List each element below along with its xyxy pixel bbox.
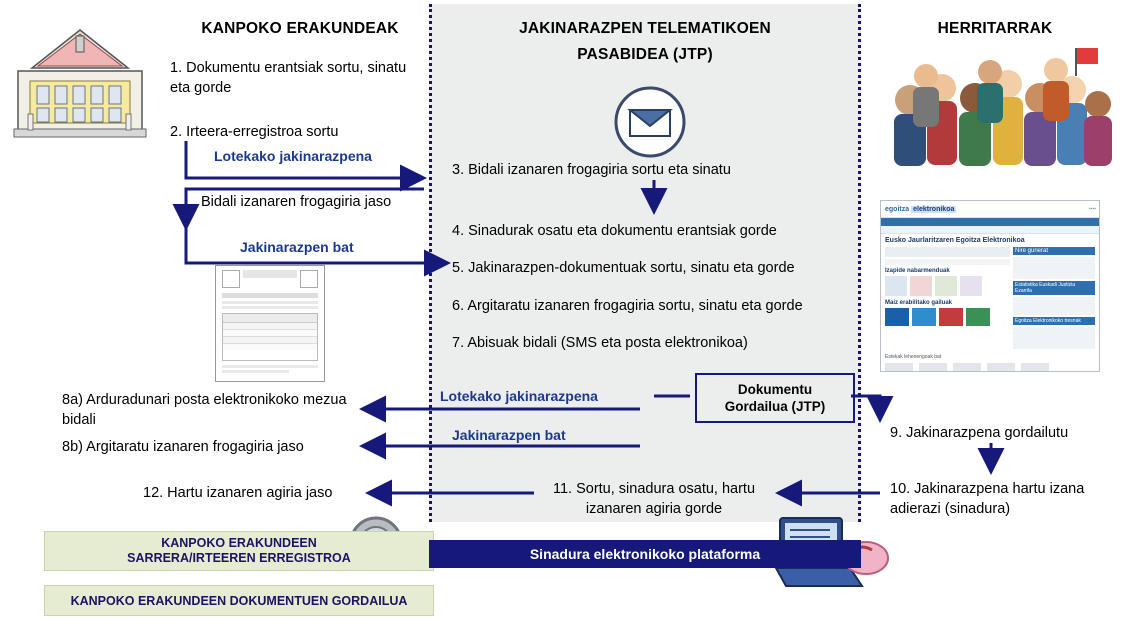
column-title-left: KANPOKO ERAKUNDEAK [201, 20, 399, 37]
step-7: 7. Abisuak bidali (SMS eta posta elektronikoa) [452, 335, 748, 351]
dokumentu-gordailua-box [695, 373, 855, 423]
dokumentu-gordailua-line2: Gordailua (JTP) [724, 399, 826, 414]
dokumentu-gordailua-line1: Dokumentu [737, 382, 813, 397]
step-10: 10. Jakinarazpena hartu izana adierazi (sinadura) [890, 481, 1085, 517]
step-9: 9. Jakinarazpena gordailutu [890, 425, 1069, 441]
column-title-center [460, 16, 830, 68]
webpage-brand-right: elektronikoa [913, 205, 955, 213]
document-thumbnail-icon [215, 265, 325, 382]
step-1: 1. Dokumentu erantsiak sortu, sinatu eta gorde [170, 60, 407, 96]
egoitza-webpage-screenshot: egoitza elektronikoa ▪▪▪▪ Eusko Jaurlaritzaren Egoitza Elektronikoa Izapide nabarmenduak Maiz erabilitako gailuak Nire gunerat Estatistika Euskadi Justizia Ezarrila Egoitza Elektronikoko tresnak Estekak lehenengoak bat [880, 200, 1100, 372]
gordailua-bar: KANPOKO ERAKUNDEEN DOKUMENTUEN GORDAILUA [44, 585, 434, 616]
arrow-label-jakinarazpen-bat-1: Jakinarazpen bat [240, 239, 354, 255]
webpage-side2: Estatistika Euskadi Justizia Ezarrila [1013, 281, 1095, 295]
column-title-center-line1: JAKINARAZPEN TELEMATIKOEN [519, 20, 771, 37]
arrow-label-frogagiria: Bidali izanaren frogagiria jaso [201, 194, 392, 210]
step-5: 5. Jakinarazpen-dokumentuak sortu, sinatu eta gorde [452, 260, 795, 276]
step-8b: 8b) Argitaratu izanaren frogagiria jaso [62, 439, 304, 455]
sinadura-plataforma-bar: Sinadura elektronikoko plataforma [429, 540, 861, 568]
registro-bar-line1: KANPOKO ERAKUNDEEN [161, 536, 317, 550]
webpage-section2: Maiz erabilitako gailuak [885, 300, 953, 306]
people-group-icon [880, 40, 1115, 175]
registro-bar [44, 531, 434, 571]
step-3: 3. Bidali izanaren frogagiria sortu eta sinatu [452, 162, 731, 178]
step-4: 4. Sinadurak osatu eta dokumentu erantsiak gorde [452, 223, 777, 239]
building-icon [10, 26, 150, 141]
webpage-side1: Nire gunerat [1013, 247, 1095, 255]
arrow-label-lotekako-2: Lotekako jakinarazpena [440, 388, 598, 404]
arrow-label-jakinarazpen-bat-2: Jakinarazpen bat [452, 427, 566, 443]
registro-bar-line2: SARRERA/IRTEEREN ERREGISTROA [127, 551, 351, 565]
step-8a: 8a) Arduradunari posta elektronikoko mezua bidali [62, 392, 347, 428]
step-12: 12. Hartu izanaren agiria jaso [143, 485, 333, 501]
step-11: 11. Sortu, sinadura osatu, hartu izanaren agiria gorde [552, 481, 756, 517]
step-6: 6. Argitaratu izanaren frogagiria sortu, sinatu eta gorde [452, 298, 803, 314]
webpage-brand-left: egoitza [885, 205, 910, 213]
webpage-footer: Estekak lehenengoak bat [885, 354, 942, 360]
step-2: 2. Irteera-erregistroa sortu [170, 124, 339, 140]
webpage-heading: Eusko Jaurlaritzaren Egoitza Elektronikoa [885, 237, 1025, 244]
envelope-icon [613, 85, 687, 159]
webpage-section1: Izapide nabarmenduak [885, 268, 950, 274]
column-title-center-line2: PASABIDEA (JTP) [577, 46, 713, 63]
column-title-right: HERRITARRAK [937, 20, 1053, 37]
arrow-label-lotekako-1: Lotekako jakinarazpena [214, 148, 372, 164]
webpage-side3: Egoitza Elektronikoko tresnak [1013, 317, 1095, 325]
